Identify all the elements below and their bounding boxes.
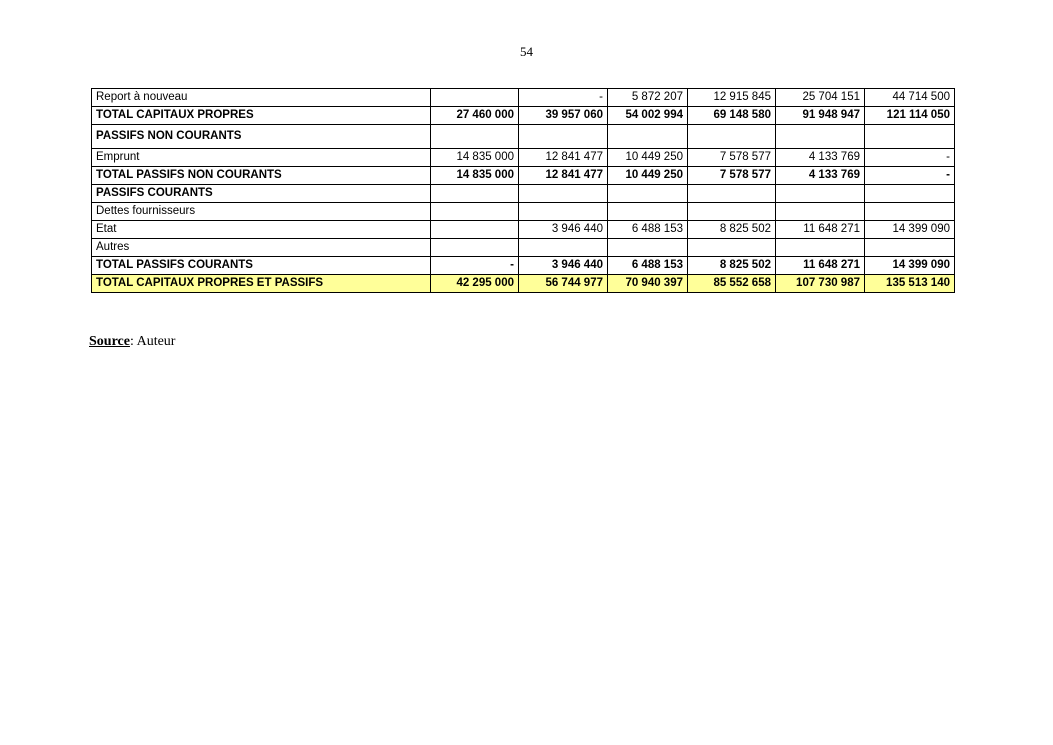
cell-value: 3 946 440 [519,221,608,239]
row-label: Etat [92,221,431,239]
cell-value: 6 488 153 [608,257,688,275]
cell-value: 42 295 000 [431,275,519,293]
cell-value: 91 948 947 [776,107,865,125]
row-label: Dettes fournisseurs [92,203,431,221]
row-label: TOTAL CAPITAUX PROPRES ET PASSIFS [92,275,431,293]
cell-value: 12 841 477 [519,149,608,167]
cell-value [431,89,519,107]
cell-value [608,239,688,257]
cell-value [519,125,608,149]
cell-value: 69 148 580 [688,107,776,125]
table-row-autres [92,239,955,257]
table-row-passifs-courants-header [92,185,955,203]
cell-value: 10 449 250 [608,167,688,185]
cell-value [431,239,519,257]
source-label: Source [89,334,130,349]
row-label: PASSIFS NON COURANTS [92,125,431,149]
cell-value: 8 825 502 [688,221,776,239]
cell-value: 12 841 477 [519,167,608,185]
table-row-total-passifs-courants [92,257,955,275]
cell-value [519,239,608,257]
balance-sheet-table [91,88,955,293]
cell-value [865,239,955,257]
table-row-dettes-fournisseurs [92,203,955,221]
cell-value: 11 648 271 [776,257,865,275]
row-label: Autres [92,239,431,257]
cell-value [688,239,776,257]
cell-value: 8 825 502 [688,257,776,275]
cell-value: 14 835 000 [431,149,519,167]
cell-value: 27 460 000 [431,107,519,125]
page-number: 54 [520,44,533,59]
cell-value [431,203,519,221]
cell-value [688,203,776,221]
cell-value [865,203,955,221]
cell-value: 107 730 987 [776,275,865,293]
cell-value: 4 133 769 [776,149,865,167]
cell-value [688,185,776,203]
cell-value: 7 578 577 [688,149,776,167]
cell-value [776,185,865,203]
row-label: Emprunt [92,149,431,167]
cell-value [776,125,865,149]
cell-value: - [431,257,519,275]
cell-value: 10 449 250 [608,149,688,167]
cell-value [608,185,688,203]
cell-value [608,125,688,149]
cell-value: 39 957 060 [519,107,608,125]
table-row-emprunt [92,149,955,167]
cell-value: 11 648 271 [776,221,865,239]
cell-value: 121 114 050 [865,107,955,125]
row-label: TOTAL PASSIFS COURANTS [92,257,431,275]
cell-value [608,203,688,221]
cell-value [519,203,608,221]
cell-value [431,221,519,239]
cell-value: - [519,89,608,107]
row-label: TOTAL CAPITAUX PROPRES [92,107,431,125]
source-value: : Auteur [129,334,176,349]
row-label: TOTAL PASSIFS NON COURANTS [92,167,431,185]
cell-value: 54 002 994 [608,107,688,125]
cell-value: 14 399 090 [865,257,955,275]
table-row-report-a-nouveau [92,89,955,107]
cell-value: 56 744 977 [519,275,608,293]
cell-value: 3 946 440 [519,257,608,275]
cell-value: 44 714 500 [865,89,955,107]
table-row-passifs-non-courants-header [92,125,955,149]
cell-value [519,185,608,203]
cell-value: 5 872 207 [608,89,688,107]
cell-value [688,125,776,149]
cell-value [865,185,955,203]
cell-value: 135 513 140 [865,275,955,293]
row-label: PASSIFS COURANTS [92,185,431,203]
cell-value: - [865,167,955,185]
cell-value: 70 940 397 [608,275,688,293]
cell-value: 25 704 151 [776,89,865,107]
cell-value: 85 552 658 [688,275,776,293]
cell-value: 7 578 577 [688,167,776,185]
cell-value: 4 133 769 [776,167,865,185]
cell-value [431,125,519,149]
cell-value [776,239,865,257]
cell-value [431,185,519,203]
cell-value: 14 835 000 [431,167,519,185]
table-row-etat [92,221,955,239]
table-row-total-capitaux-propres [92,107,955,125]
table-row-total-passifs-non-courants [92,167,955,185]
cell-value: 12 915 845 [688,89,776,107]
row-label: Report à nouveau [92,89,431,107]
cell-value: - [865,149,955,167]
cell-value: 6 488 153 [608,221,688,239]
cell-value: 14 399 090 [865,221,955,239]
cell-value [865,125,955,149]
table-row-total-capitaux-propres-et-passifs [92,275,955,293]
cell-value [776,203,865,221]
source-note [89,334,175,350]
